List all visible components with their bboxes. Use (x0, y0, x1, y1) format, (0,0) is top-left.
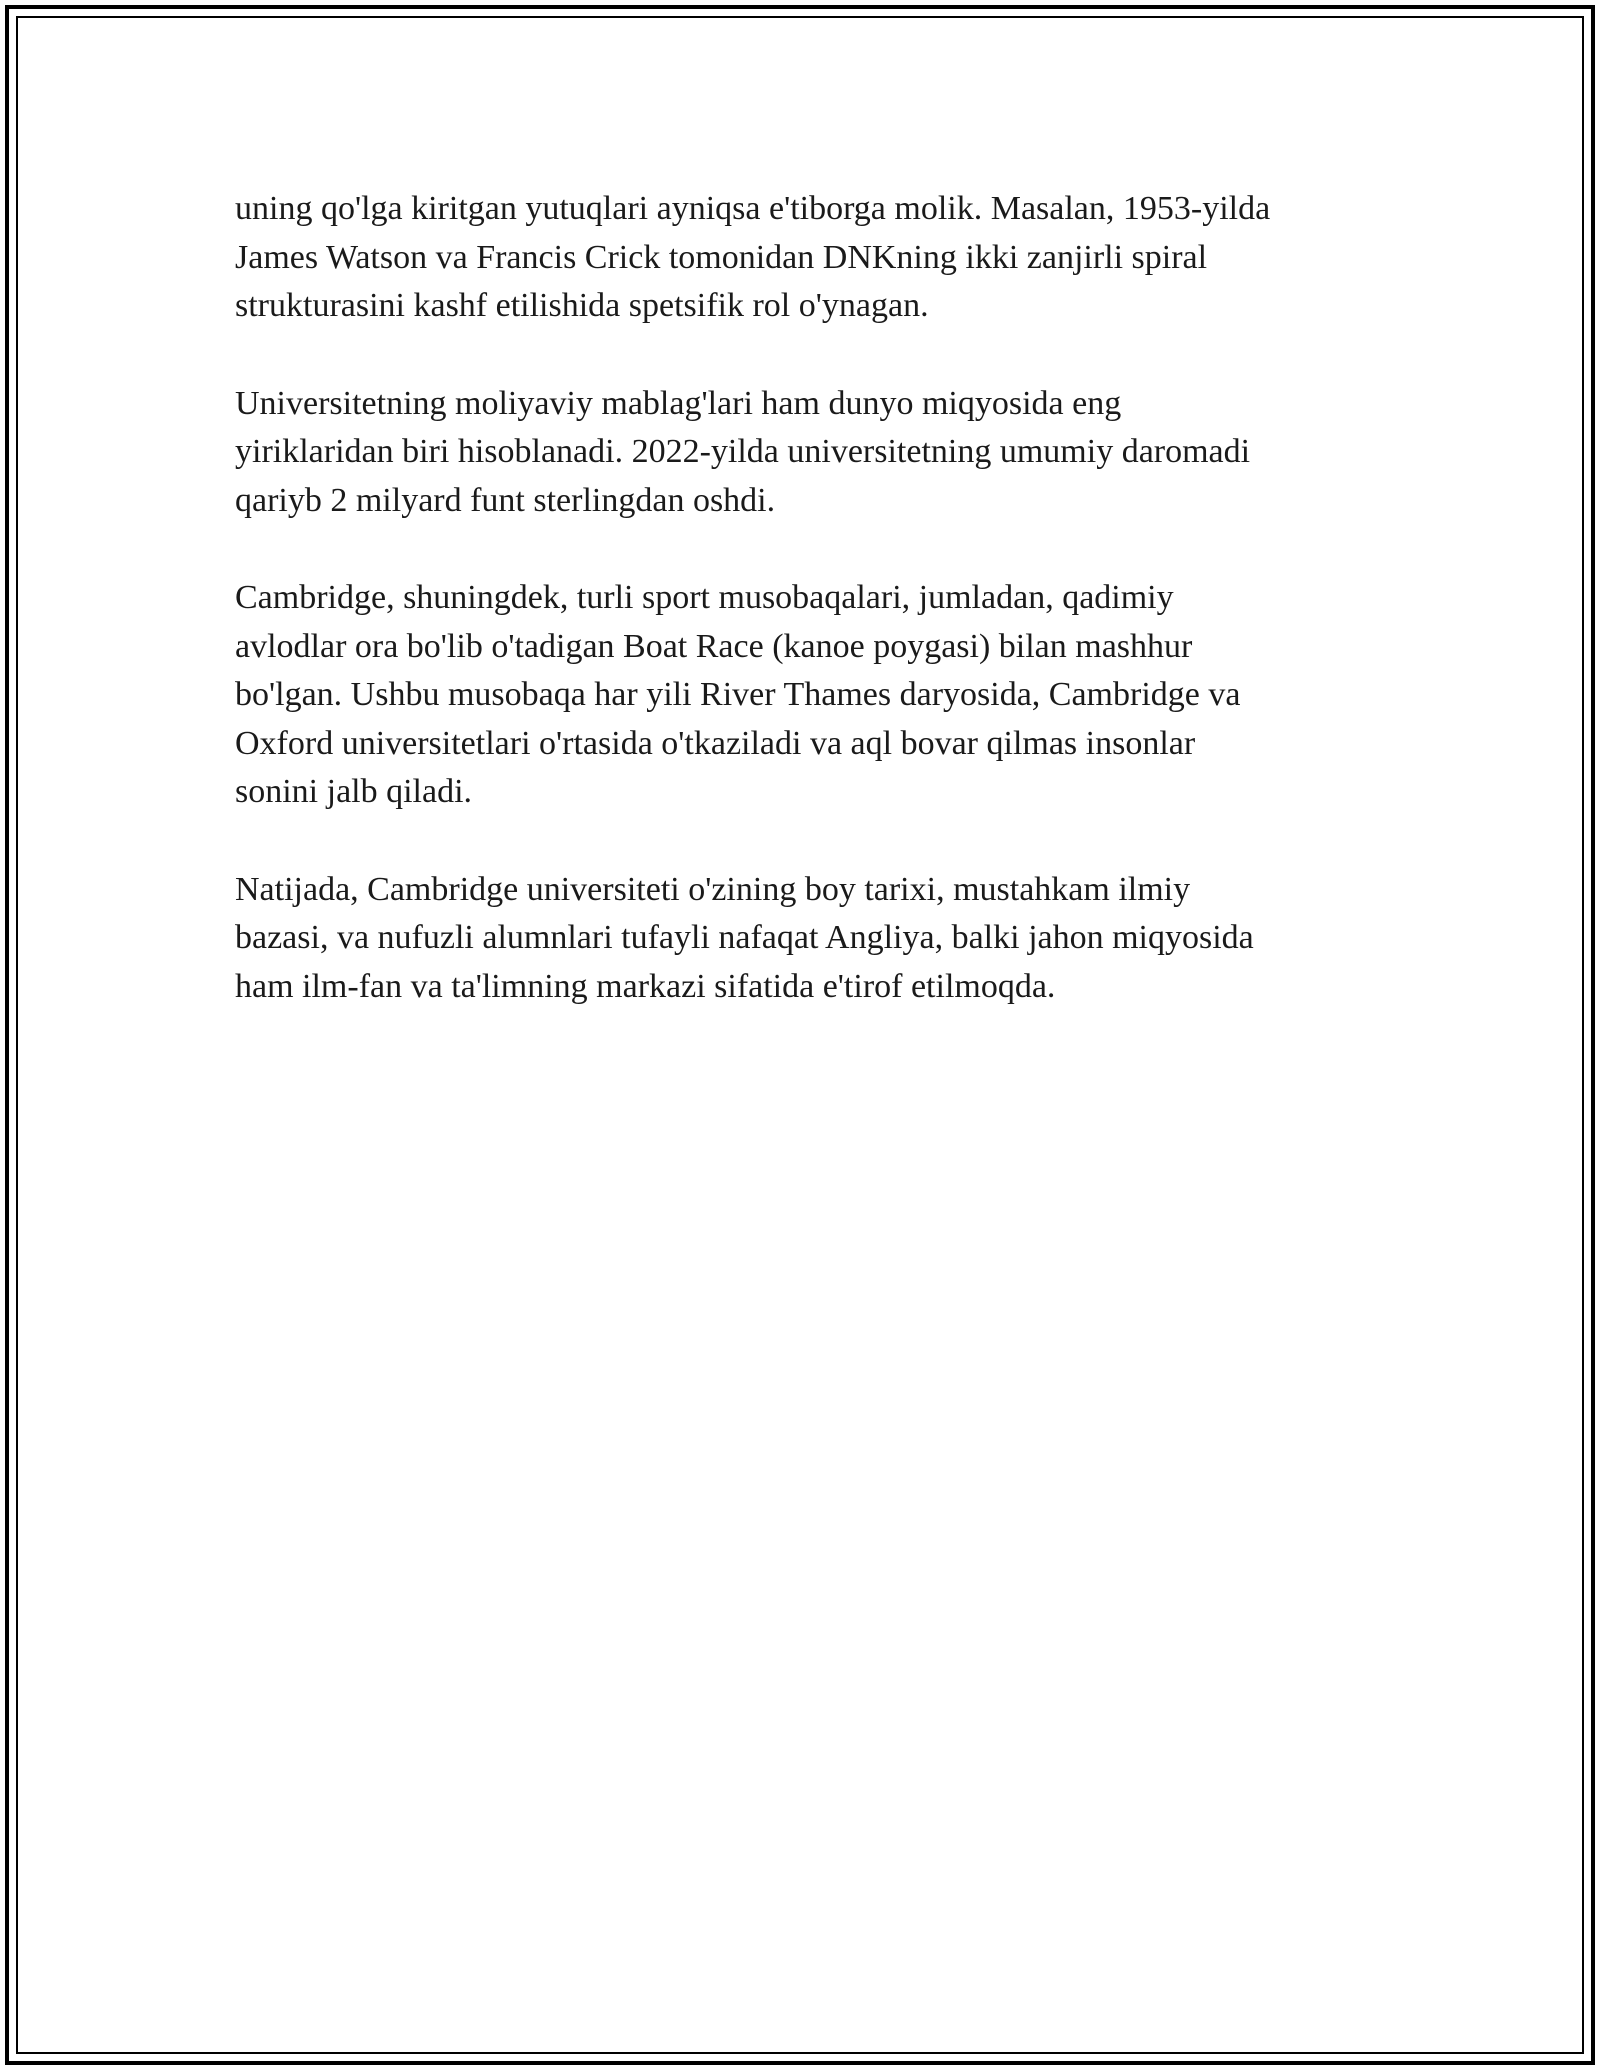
paragraph-4: Natijada, Cambridge universiteti o'zining boy tarixi, mustahkam ilmiy bazasi, va nufuzli alumnlari tufayli nafaqat Angliya, balki jahon miqyosida ham ilm-fan va ta'limning markazi sifatida e'tirof etilmoqda. (235, 870, 1254, 1005)
paragraph-3: Cambridge, shuningdek, turli sport musobaqalari, jumladan, qadimiy avlodlar ora bo'lib o'tadigan Boat Race (kanoe poygasi) bilan mashhur bo'lgan. Ushbu musobaqa har yili River Thames daryosida, Cambridge va Oxford universitetlari o'rtasida o'tkaziladi va aql bovar qilmas insonlar sonini jalb qiladi. (235, 579, 1241, 810)
paragraph-2: Universitetning moliyaviy mablag'lari ham dunyo miqyosida eng yiriklaridan biri hisoblanadi. 2022-yilda universitetning umumiy daromadi qariyb 2 milyard funt sterlingdan oshdi. (235, 384, 1251, 519)
paragraph-1: uning qo'lga kiritgan yutuqlari ayniqsa e'tiborga molik. Masalan, 1953-yilda James Watson va Francis Crick tomonidan DNKning ikki zanjirli spiral strukturasini kashf etilishida spetsifik rol o'ynagan. (235, 190, 1271, 324)
document-body (235, 185, 1365, 1060)
